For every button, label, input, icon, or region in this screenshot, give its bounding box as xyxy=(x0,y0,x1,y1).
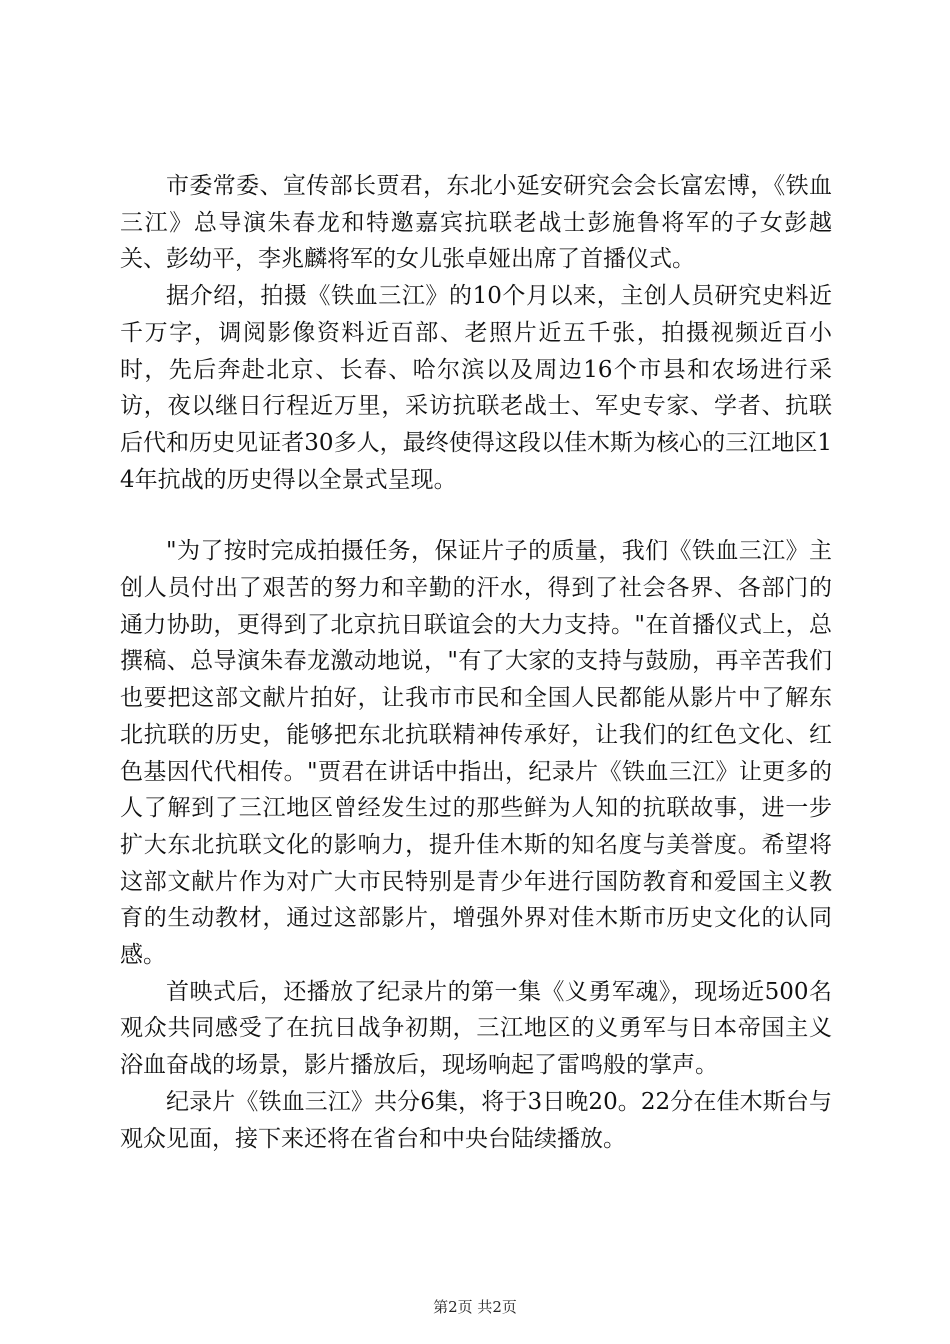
paragraph-broadcast: 纪录片《铁血三江》共分6集，将于3日晚20。22分在佳木斯台与观众见面，接下来还将在省台和中央台陆续播放。 xyxy=(120,1088,832,1152)
paragraph-premiere: 首映式后，还播放了纪录片的第一集《义勇军魂》，现场近500名观众共同感受了在抗日战争初期，三江地区的义勇军与日本帝国主义浴血奋战的场景，影片播放后，现场响起了雷鸣般的掌声。 xyxy=(120,978,832,1079)
paragraph-production: 据介绍，拍摄《铁血三江》的10个月以来，主创人员研究史料近千万字，调阅影像资料近百部、老照片近五千张，拍摄视频近百小时，先后奔赴北京、长春、哈尔滨以及周边16个市县和农场进行采访，夜以继日行程近万里，采访抗联老战士、军史专家、学者、抗联后代和历史见证者30多人，最终使得这段以佳木斯为核心的三江地区14年抗战的历史得以全景式呈现。 xyxy=(120,283,832,493)
paragraph-speeches: "为了按时完成拍摄任务，保证片子的质量，我们《铁血三江》主创人员付出了艰苦的努力和辛勤的汗水，得到了社会各界、各部门的通力协助，更得到了北京抗日联谊会的大力支持。"在首播仪式上，总撰稿、总导演朱春龙激动地说，"有了大家的支持与鼓励，再辛苦我们也要把这部文献片拍好，让我市市民和全国人民都能从影片中了解东北抗联的历史，能够把东北抗联精神传承好，让我们的红色文化、红色基因代代相传。"贾君在讲话中指出，纪录片《铁血三江》让更多的人了解到了三江地区曾经发生过的那些鲜为人知的抗联故事，进一步扩大东北抗联文化的影响力，提升佳木斯的知名度与美誉度。希望将这部文献片作为对广大市民特别是青少年进行国防教育和爱国主义教育的生动教材，通过这部影片，增强外界对佳木斯市历史文化的认同感。 xyxy=(120,538,832,969)
page-footer: 第2页 共2页 xyxy=(433,1298,517,1316)
article-body xyxy=(120,168,832,1157)
paragraph-attendees: 市委常委、宣传部长贾君，东北小延安研究会会长富宏博，《铁血三江》总导演朱春龙和特邀嘉宾抗联老战士彭施鲁将军的子女彭越关、彭幼平，李兆麟将军的女儿张卓娅出席了首播仪式。 xyxy=(120,173,832,273)
